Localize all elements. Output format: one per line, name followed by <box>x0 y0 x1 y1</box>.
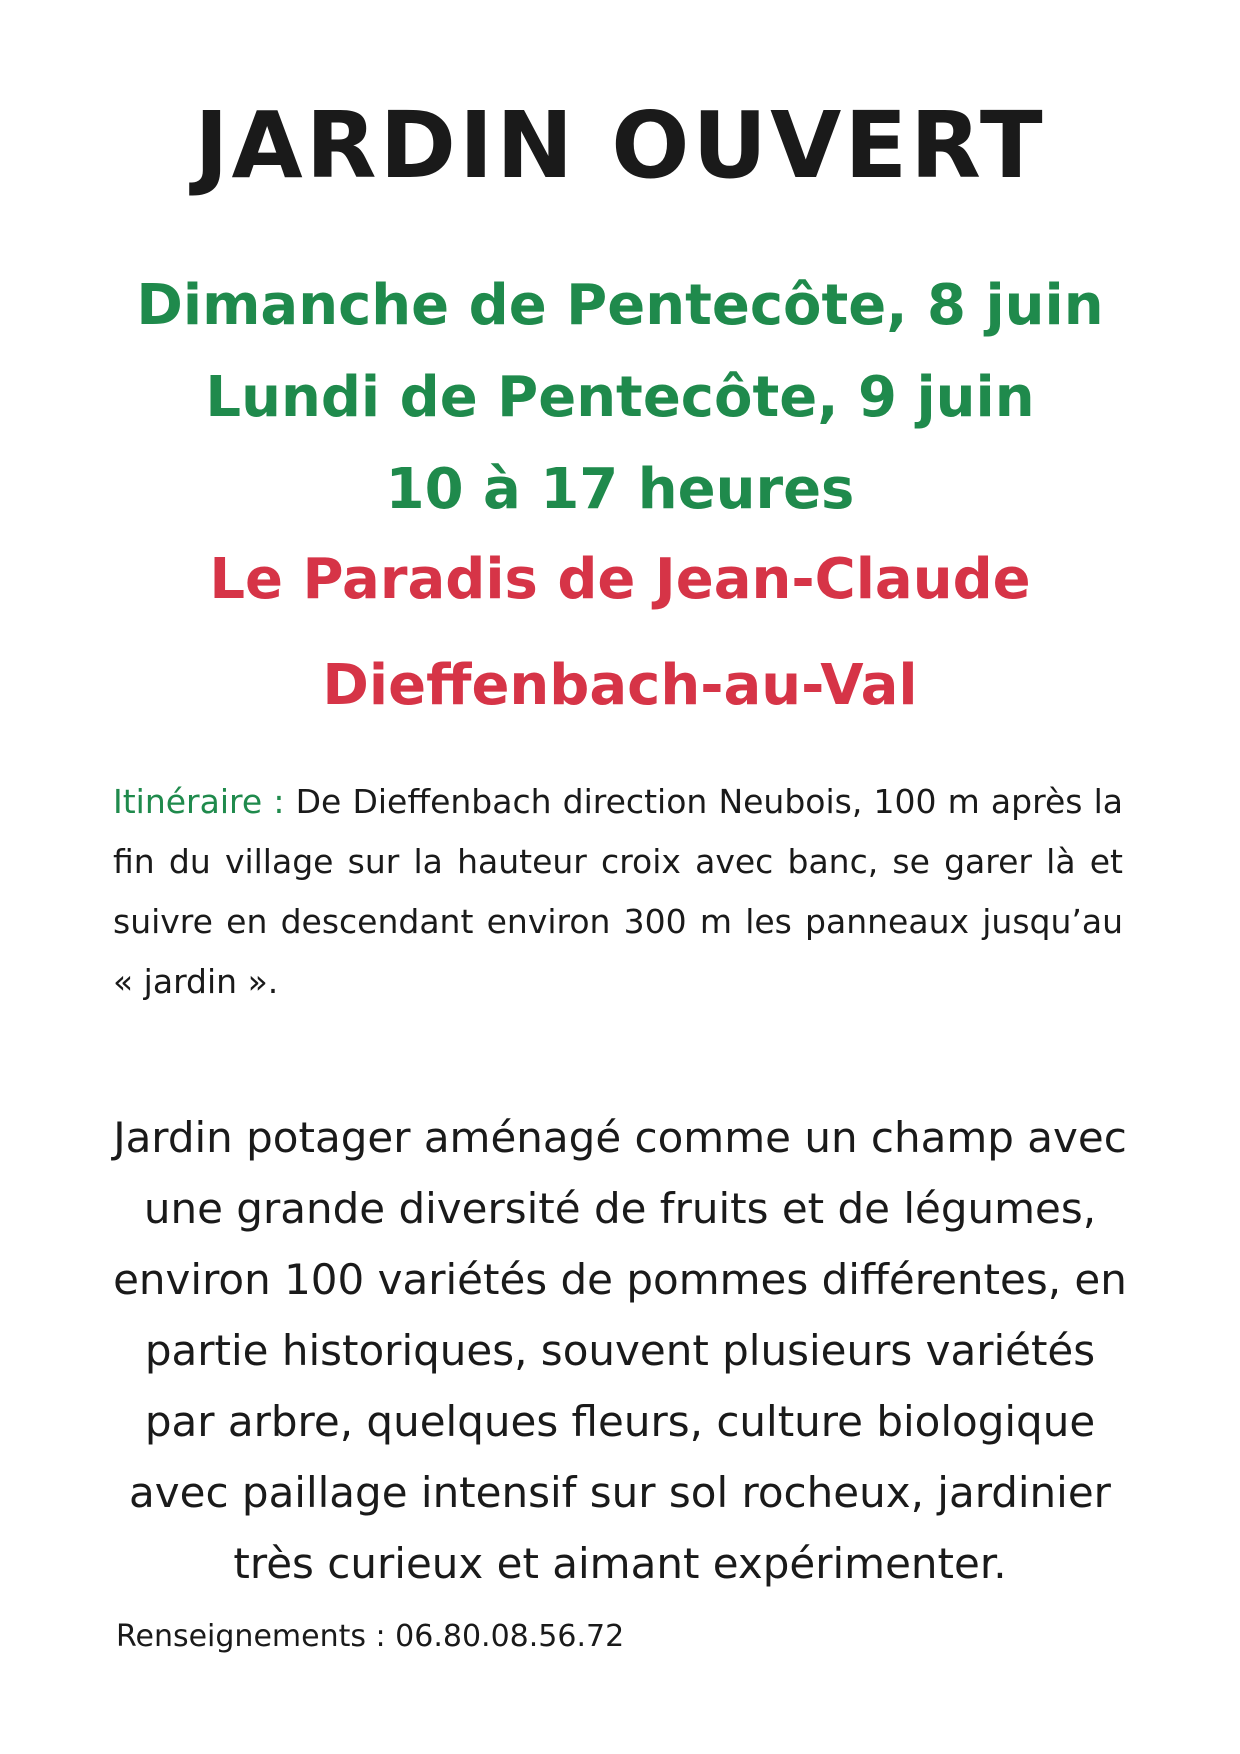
page-title: JARDIN OUVERT <box>194 92 1046 199</box>
garden-description: Jardin potager aménagé comme un champ avec une grande diversité de fruits et de légumes, environ 100 variétés de pommes différentes, en partie historiques, souvent plusieurs variétés par arbre, quelques fleurs, culture biologique avec paillage intensif sur sol rocheux, jardinier très curieux et aimant expérimenter. <box>113 1113 1127 1588</box>
contact-info: Renseignements : 06.80.08.56.72 <box>116 1619 625 1654</box>
garden-name: Le Paradis de Jean-Claude <box>209 547 1031 612</box>
event-date-monday: Lundi de Pentecôte, 9 juin <box>205 365 1035 430</box>
itinerary-text: De Dieffenbach direction Neubois, 100 m après la fin du village sur la hauteur croix avec banc, se garer là et suivre en descendant environ 300 m les panneaux jusqu’au « jardin ». <box>113 782 1123 1001</box>
event-hours: 10 à 17 heures <box>385 457 855 522</box>
garden-location: Dieffenbach-au-Val <box>322 653 918 718</box>
event-date-sunday: Dimanche de Pentecôte, 8 juin <box>136 273 1104 338</box>
itinerary-paragraph <box>113 772 1123 1012</box>
itinerary-label: Itinéraire : <box>113 782 285 821</box>
